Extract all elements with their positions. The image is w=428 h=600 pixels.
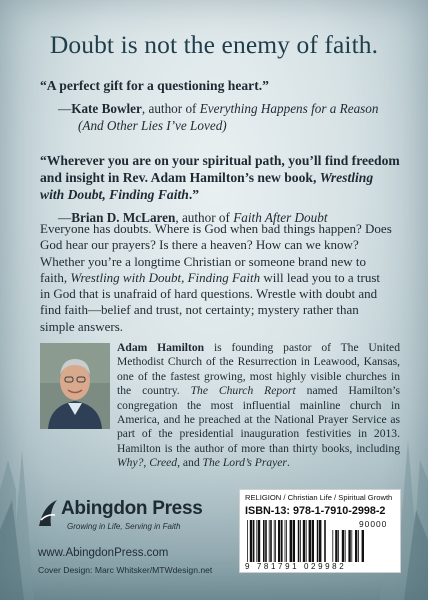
- barcode-bar: [355, 530, 357, 562]
- barcode-bar: [285, 520, 286, 562]
- barcode-bar: [263, 520, 265, 562]
- barcode-bar: [348, 530, 350, 562]
- barcode-bar: [342, 530, 344, 562]
- barcode-bar: [309, 520, 311, 562]
- bio-sep: , and: [177, 456, 203, 470]
- barcode-bar: [265, 520, 267, 562]
- bio-book-3: The Lord’s Prayer: [202, 456, 287, 470]
- barcode-bar: [298, 520, 300, 562]
- endorser-work-cont: (And Other Lies I’ve Loved): [78, 118, 227, 133]
- barcode-bar: [250, 520, 252, 562]
- publisher-name: Abingdon Press: [61, 498, 203, 519]
- bio-book-2: Creed: [149, 456, 178, 470]
- cover-design-credit: Cover Design: Marc Whitsker/MTWdesign.net: [38, 565, 213, 575]
- endorsement-bowler: [40, 77, 400, 134]
- publisher-tagline: Growing in Life, Serving in Faith: [67, 522, 181, 531]
- description-part1: Everyone has doubts. Where is God when bad things happen? Does God hear our prayers? Is there a heaven? How can we know? Whether you’re a longtime Christian or someone brand new to faith,: [40, 221, 392, 285]
- barcode-bar: [300, 520, 301, 562]
- author-name: Adam Hamilton: [117, 341, 205, 354]
- barcode-bar: [362, 530, 364, 562]
- bio-sep: ,: [143, 456, 150, 470]
- barcode-bar: [258, 520, 260, 562]
- barcode-bar: [275, 520, 276, 562]
- bio-part1: is founding pastor of The United Methodist Church of the Resurrection in Leawood, Kansas, one of the fastest growing, most highly visible churches in the country.: [117, 341, 400, 398]
- isbn-label: ISBN-13: 978-1-7910-2998-2: [245, 505, 386, 517]
- endorsement-text: “A perfect gift for a questioning heart.”: [40, 78, 269, 93]
- attribution-dash: —: [58, 210, 72, 225]
- headline: Doubt is not the enemy of faith.: [49, 30, 379, 59]
- barcode-bar: [269, 520, 270, 562]
- barcode-bar: [278, 520, 280, 562]
- bio-publication: The Church Report: [190, 384, 296, 398]
- barcode-addon: 90000: [359, 519, 388, 529]
- barcode-box: [239, 489, 401, 573]
- barcode-bar: [324, 520, 326, 562]
- barcode-bar: [270, 520, 272, 562]
- barcode-bar: [312, 520, 314, 562]
- barcode-digits: 9 781791 029982: [245, 562, 347, 571]
- barcode-bar: [293, 520, 295, 562]
- barcode-bar: [256, 520, 257, 562]
- barcode-bar: [247, 520, 248, 562]
- endorser-name: Kate Bowler: [71, 101, 142, 116]
- endorsement-attribution: [40, 100, 400, 134]
- endorsement-mclaren: [40, 152, 400, 226]
- barcode-bar: [358, 530, 359, 562]
- attribution-dash: —: [58, 101, 72, 116]
- bio-end: .: [286, 456, 290, 470]
- barcode-bar: [303, 520, 305, 562]
- barcode-bar: [306, 520, 307, 562]
- barcode-bar: [335, 530, 337, 562]
- publisher-website: www.AbingdonPress.com: [38, 547, 169, 559]
- endorser-work: Faith After Doubt: [233, 210, 328, 225]
- barcode-bar: [253, 520, 255, 562]
- endorser-name: Brian D. McLaren: [71, 210, 176, 225]
- publisher-logo: [37, 498, 237, 544]
- book-description: [40, 221, 392, 335]
- barcode-bar: [338, 530, 339, 562]
- bio-book-1: Why?: [117, 456, 144, 470]
- author-photo: [40, 343, 110, 429]
- barcode-bar: [345, 530, 346, 562]
- barcode-bar: [290, 520, 292, 562]
- endorser-role: , author of: [141, 101, 200, 116]
- abingdon-logo-icon: [37, 498, 59, 528]
- barcode-bar: [332, 530, 333, 562]
- barcode-bar: [319, 520, 321, 562]
- endorser-work: Everything Happens for a Reason: [199, 101, 379, 116]
- description-book-title: Wrestling with Doubt, Finding Faith: [70, 269, 261, 285]
- barcode-bar: [286, 520, 287, 562]
- endorser-role: , author of: [175, 210, 234, 225]
- barcode-bar: [351, 530, 352, 562]
- author-bio: [117, 341, 400, 471]
- bisac-category: RELIGION / Christian Life / Spiritual Growth: [245, 493, 393, 502]
- barcode-bar: [274, 520, 275, 562]
- barcode-bar: [317, 520, 319, 562]
- description-part2: will lead you to a trust in God that is unafraid of hard questions. Wrestle with doubt and find faith—belief and trust, not certainty; mystery rather than simple answers.: [40, 269, 381, 334]
- bio-part2: named Hamilton’s congregation the most influential mainline church in America, and he preached at the National Prayer Service as part of the presidential inauguration festivities in 2013. Hamilton is the author of more than thirty books, including: [117, 384, 400, 455]
- endorsement-book-title: Wrestling with Doubt, Finding Faith: [40, 170, 374, 202]
- endorsement-text-b: .”: [188, 187, 200, 202]
- endorsement-text-a: “Wherever you are on your spiritual path, you’ll find freedom and insight in Rev. Adam Hamilton’s new book,: [40, 153, 400, 185]
- barcode-bar: [281, 520, 283, 562]
- endorsement-text: [40, 153, 400, 202]
